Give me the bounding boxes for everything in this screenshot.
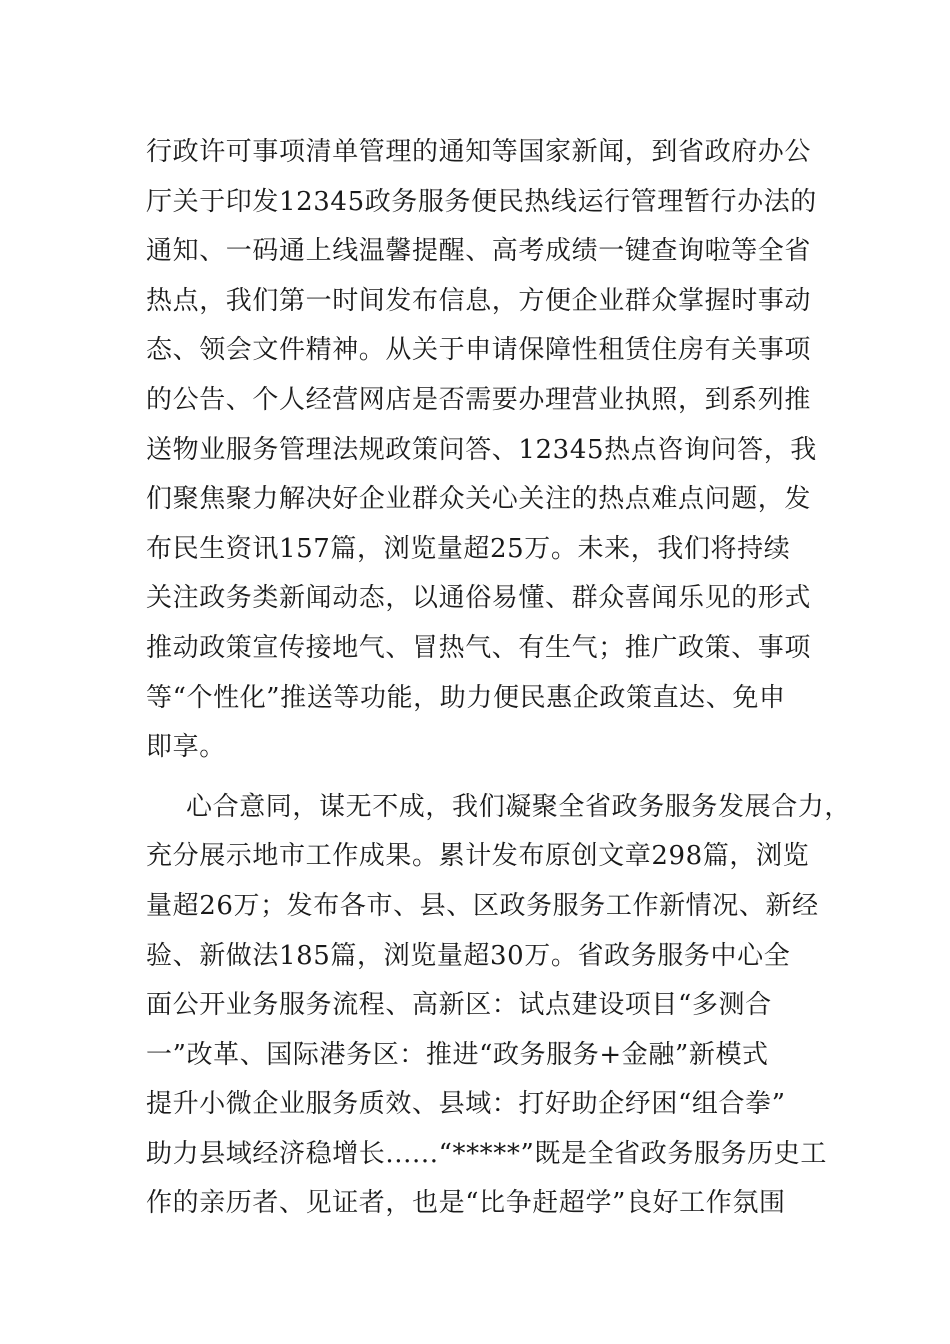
paragraph-2 [146,783,852,1229]
body-text [146,128,852,1229]
text-line: 的公告、个人经营网店是否需要办理营业执照，到系列推 [146,384,812,415]
text-line: 通知、一码通上线温馨提醒、高考成绩一键查询啦等全省 [146,236,812,267]
text-line: 即享。 [146,732,226,763]
text-line: 热点，我们第一时间发布信息，方便企业群众掌握时事动 [146,285,812,316]
text-line: 量超26万；发布各市、县、区政务服务工作新情况、新经 [146,890,819,921]
text-line: 作的亲历者、见证者，也是“比争赶超学”良好工作氛围 [146,1188,786,1219]
text-line: 态、领会文件精神。从关于申请保障性租赁住房有关事项 [146,335,812,366]
text-line: 面公开业务服务流程、高新区：试点建设项目“多测合 [146,990,772,1021]
text-line: 厅关于印发12345政务服务便民热线运行管理暂行办法的 [146,186,817,217]
text-line: 提升小微企业服务质效、县域：打好助企纾困“组合拳” [146,1089,786,1120]
text-line: 行政许可事项清单管理的通知等国家新闻，到省政府办公 [146,137,812,167]
text-line: 送物业服务管理法规政策问答、12345热点咨询问答，我 [146,434,817,465]
text-line: 们聚焦聚力解决好企业群众关心关注的热点难点问题，发 [146,484,812,515]
paragraph-gap [146,773,826,783]
text-line: 验、新做法185篇，浏览量超30万。省政务服务中心全 [146,940,791,971]
text-line: 助力县域经济稳增长......“*****”既是全省政务服务历史工 [146,1138,827,1169]
text-line: 关注政务类新闻动态，以通俗易懂、群众喜闻乐见的形式 [146,583,812,614]
text-line: 一”改革、国际港务区：推进“政务服务+金融”新模式 [146,1039,769,1070]
text-line: 布民生资讯157篇，浏览量超25万。未来，我们将持续 [146,533,791,564]
paragraph-1 [146,128,826,773]
text-line: 推动政策宣传接地气、冒热气、有生气；推广政策、事项 [146,632,812,663]
text-line: 充分展示地市工作成果。累计发布原创文章298篇，浏览 [146,841,810,872]
text-line-indented: 心合意同，谋无不成，我们凝聚全省政务服务发展合力， [186,791,852,822]
text-line: 等“个性化”推送等功能，助力便民惠企政策直达、免申 [146,682,786,713]
